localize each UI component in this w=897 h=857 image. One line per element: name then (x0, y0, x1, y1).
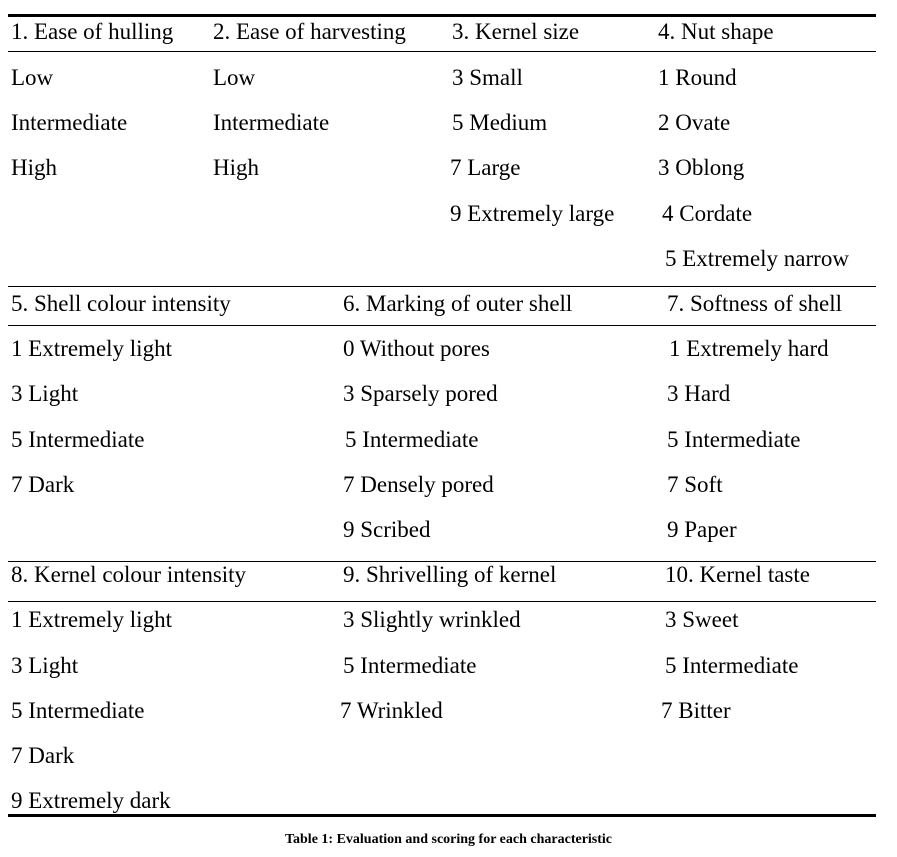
table-cell: 7 Soft (667, 472, 723, 497)
table-cell: Intermediate (213, 110, 330, 135)
table-cell: 1 Extremely light (11, 336, 172, 361)
table-cell: 7 Dark (11, 472, 75, 497)
header-ease-of-harvesting: 2. Ease of harvesting (213, 19, 406, 44)
section2-header-rule (8, 325, 876, 326)
table-cell: 7 Densely pored (343, 472, 494, 497)
section2-top-rule (8, 286, 876, 287)
table-cell: 1 Extremely light (11, 607, 172, 632)
header-nut-shape: 4. Nut shape (658, 19, 774, 44)
table-cell: 5 Intermediate (11, 427, 145, 452)
table-cell: 3 Sweet (665, 607, 739, 632)
header-shrivelling-of-kernel: 9. Shrivelling of kernel (343, 562, 557, 587)
table-cell: 7 Dark (11, 743, 75, 768)
table-cell: 5 Extremely narrow (665, 246, 849, 271)
table-cell: Intermediate (11, 110, 128, 135)
section1-header-rule (8, 51, 876, 52)
table-cell: 3 Light (11, 653, 79, 678)
table-cell: 7 Large (450, 155, 521, 180)
table-cell: 2 Ovate (658, 110, 731, 135)
header-softness-of-shell: 7. Softness of shell (667, 291, 843, 316)
table-cell: 5 Intermediate (665, 653, 799, 678)
table-cell: 9 Scribed (343, 517, 431, 542)
table-cell: 3 Oblong (658, 155, 745, 180)
table-caption: Table 1: Evaluation and scoring for each characteristic (284, 832, 613, 847)
table-cell: 1 Round (658, 65, 737, 90)
table-cell: 9 Extremely large (450, 201, 615, 226)
table-cell: 5 Intermediate (345, 427, 479, 452)
header-kernel-size: 3. Kernel size (452, 19, 580, 44)
table-cell: 5 Medium (452, 110, 548, 135)
table-cell: High (213, 155, 259, 180)
table-cell: 0 Without pores (343, 336, 490, 361)
section3-header-rule (8, 601, 876, 602)
table-cell: 5 Intermediate (667, 427, 801, 452)
table-bottom-rule (8, 814, 876, 817)
table-cell: 3 Slightly wrinkled (343, 607, 521, 632)
table-top-rule (8, 14, 876, 17)
table-cell: Low (11, 65, 54, 90)
table-cell: 3 Light (11, 381, 79, 406)
header-kernel-colour-intensity: 8. Kernel colour intensity (11, 562, 247, 587)
table-cell: Low (213, 65, 256, 90)
table-cell: 3 Sparsely pored (343, 381, 498, 406)
table-cell: 9 Paper (667, 517, 737, 542)
table-cell: 3 Hard (667, 381, 731, 406)
table-cell: 5 Intermediate (343, 653, 477, 678)
table-cell: 1 Extremely hard (669, 336, 829, 361)
header-kernel-taste: 10. Kernel taste (665, 562, 810, 587)
header-shell-colour-intensity: 5. Shell colour intensity (11, 291, 231, 316)
table-cell: 7 Bitter (661, 698, 731, 723)
table-cell: 5 Intermediate (11, 698, 145, 723)
table-cell: 9 Extremely dark (11, 788, 171, 813)
table-cell: 3 Small (452, 65, 523, 90)
table-cell: High (11, 155, 57, 180)
table-cell: 4 Cordate (662, 201, 753, 226)
header-marking-of-outer-shell: 6. Marking of outer shell (343, 291, 573, 316)
header-ease-of-hulling: 1. Ease of hulling (11, 19, 174, 44)
table-cell: 7 Wrinkled (340, 698, 443, 723)
